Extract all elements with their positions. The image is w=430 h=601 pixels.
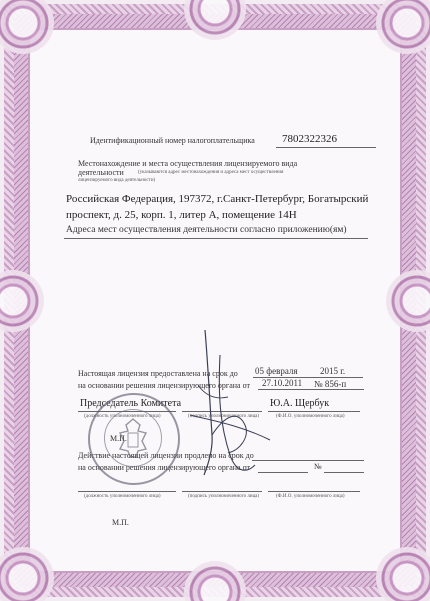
hint-signature: (подпись уполномоченного лица) [188, 414, 260, 419]
hint-name: (Ф.И.О. уполномоченного лица) [276, 414, 345, 419]
rosette-ornament-icon [376, 547, 430, 601]
location-hint-line1: (указываются адрес местонахождения и адреса мест осуществления [138, 170, 284, 175]
ext-name-line [268, 491, 360, 492]
address-line3: Адреса мест осуществления деятельности согласно приложению(ям) [66, 225, 347, 235]
inn-underline [276, 147, 376, 148]
inn-value: 7802322326 [282, 133, 337, 145]
signature-icon [150, 325, 280, 485]
location-label-line2: деятельности [78, 168, 124, 177]
extension-number-underline [324, 472, 364, 473]
ext-hint-position: (должность уполномоченного лица) [84, 494, 161, 499]
chairman-name: Ю.А. Щербук [270, 398, 330, 409]
ext-hint-name: (Ф.И.О. уполномоченного лица) [276, 494, 345, 499]
seal-place-label: М.П. [110, 434, 127, 443]
location-label-line1: Местонахождение и места осуществления лицензируемого вида [78, 159, 298, 168]
decision-number: № 856-п [314, 379, 347, 389]
hint-position: (должность уполномоченного лица) [84, 414, 161, 419]
license-term-year: 2015 г. [320, 366, 346, 376]
seal-place-label-2: М.П. [112, 518, 129, 527]
address-line1: Российская Федерация, 197372, г.Санкт-Петербург, Богатырский [66, 193, 369, 205]
address-line2: проспект, д. 25, корп. 1, литер А, помещение 14Н [66, 209, 297, 221]
extension-label: Действие настоящей лицензии продлено на срок до [78, 451, 254, 460]
name-line [268, 411, 360, 412]
ext-position-line [78, 491, 176, 492]
decision-date: 27.10.2011 [262, 378, 303, 388]
extension-number-label: № [314, 462, 322, 471]
license-term-date: 05 февраля [255, 366, 298, 376]
decision-label: на основании решения лицензирующего органа от [78, 381, 250, 390]
inn-label: Идентификационный номер налогоплательщика [90, 136, 255, 145]
ext-signature-line [182, 491, 262, 492]
chairman-label: Председатель Комитета [80, 398, 182, 409]
extension-decision-label: на основании решения лицензирующего органа от [78, 463, 250, 472]
location-hint-line2: лицензируемого вида деятельности) [78, 178, 156, 183]
address-underline [64, 238, 368, 239]
license-term-label: Настоящая лицензия предоставлена на срок до [78, 369, 238, 378]
ext-hint-signature: (подпись уполномоченного лица) [188, 494, 260, 499]
